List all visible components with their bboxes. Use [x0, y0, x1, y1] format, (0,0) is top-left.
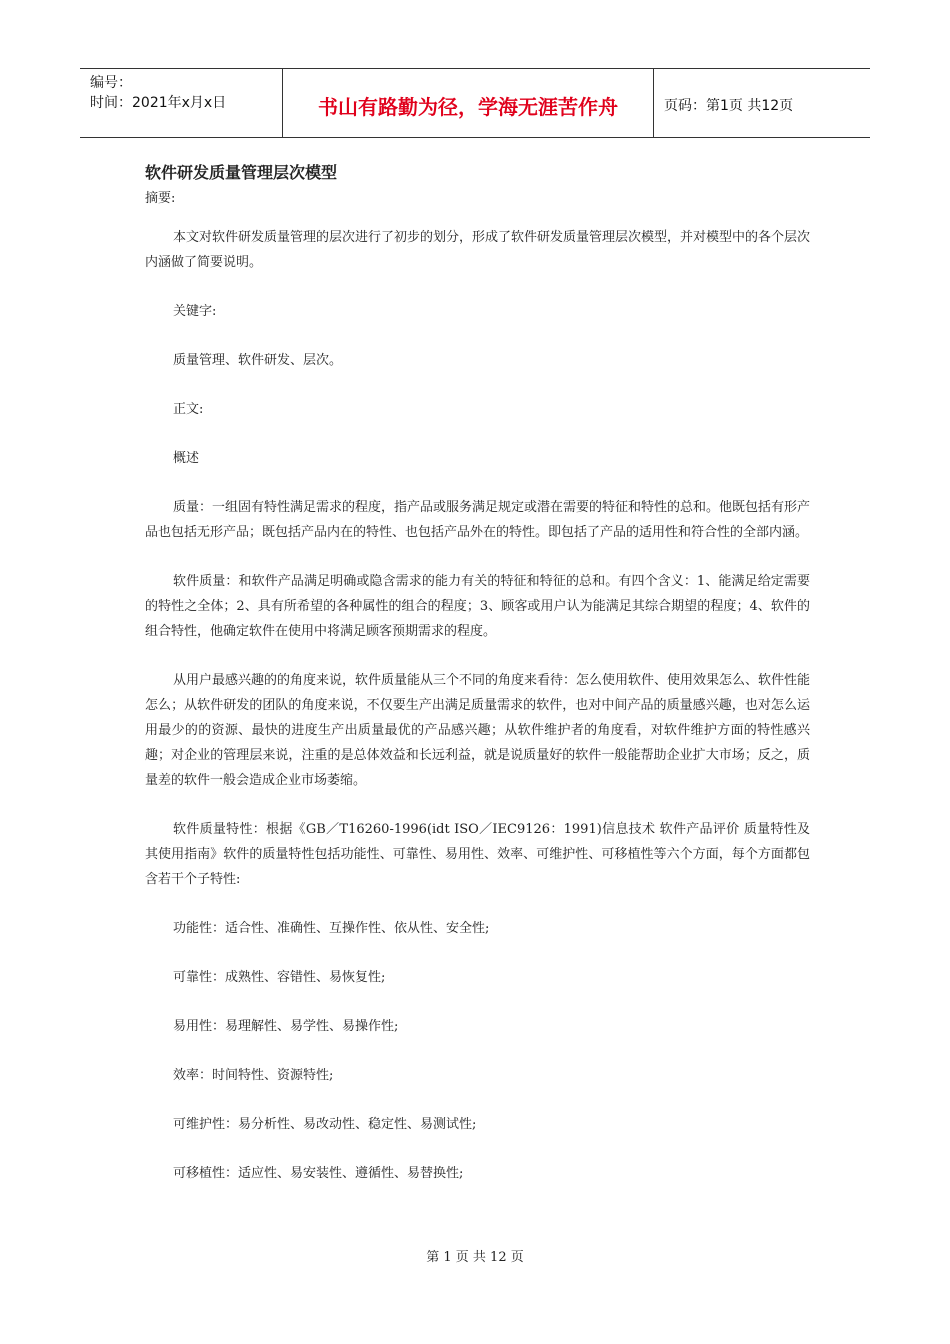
header-motto: 书山有路勤为径，学海无涯苦作舟: [282, 69, 654, 137]
document-date: 时间：2021年x月x日: [90, 95, 227, 111]
paragraph: 从用户最感兴趣的的角度来说，软件质量能从三个不同的角度来看待：怎么使用软件、使用效果怎么、软件性能怎么；从软件研发的团队的角度来说，不仅要生产出满足质量需求的软件，也对中间产品的质量感兴趣，也对怎么运用最少的的资源、最快的进度生产出质量最优的产品感兴趣；从软件维护者的角度看，对软件维护方面的特性感兴趣；对企业的管理层来说，注重的是总体效益和长远利益，就是说质量好的软件一般能帮助企业扩大市场；反之，质量差的软件一般会造成企业市场萎缩。: [145, 673, 811, 788]
document-number-label: 编号：: [90, 75, 132, 91]
document-title: 软件研发质量管理层次模型: [145, 163, 338, 182]
list-item: 功能性：适合性、准确性、互操作性、依从性、安全性;: [173, 921, 490, 936]
abstract-label: 摘要:: [145, 191, 176, 206]
keywords: 质量管理、软件研发、层次。: [173, 353, 343, 368]
header-page-info: 页码：第1页 共12页: [664, 98, 794, 114]
list-item: 易用性：易理解性、易学性、易操作性;: [173, 1019, 399, 1034]
page-header: [80, 68, 870, 138]
paragraph: 软件质量：和软件产品满足明确或隐含需求的能力有关的特征和特征的总和。有四个含义：1、能满足给定需要的特性之全体；2、具有所希望的各种属性的组合的程度；3、顾客或用户认为能满足其综合期望的程度；4、软件的组合特性，他确定软件在使用中将满足顾客预期需求的程度。: [145, 574, 810, 639]
list-item: 可移植性：适应性、易安装性、遵循性、易替换性;: [173, 1166, 464, 1181]
page-footer: 第 1 页 共 12 页: [426, 1250, 524, 1265]
paragraph: 质量：一组固有特性满足需求的程度，指产品或服务满足规定或潜在需要的特征和特性的总和。他既包括有形产品也包括无形产品；既包括产品内在的特性、也包括产品外在的特性。即包括了产品的适用性和符合性的全部内涵。: [145, 500, 811, 540]
list-item: 可靠性：成熟性、容错性、易恢复性;: [173, 970, 386, 985]
keywords-label: 关键字:: [173, 304, 217, 319]
header-meta: [80, 69, 282, 137]
document-body: [145, 160, 810, 1186]
section-heading-overview: 概述: [173, 451, 200, 466]
list-item: 可维护性：易分析性、易改动性、稳定性、易测试性;: [173, 1117, 477, 1132]
list-item: 效率：时间特性、资源特性;: [173, 1068, 334, 1083]
paragraph: 软件质量特性：根据《GB／T16260-1996(idt ISO／IEC9126：1991)信息技术 软件产品评价 质量特性及其使用指南》软件的质量特性包括功能性、可靠性、易用性、效率、可维护性、可移植性等六个方面，每个方面都包含若干个子特性:: [145, 822, 810, 887]
body-label: 正文:: [173, 402, 204, 417]
paragraph: 本文对软件研发质量管理的层次进行了初步的划分，形成了软件研发质量管理层次模型，并对模型中的各个层次内涵做了简要说明。: [145, 230, 811, 270]
